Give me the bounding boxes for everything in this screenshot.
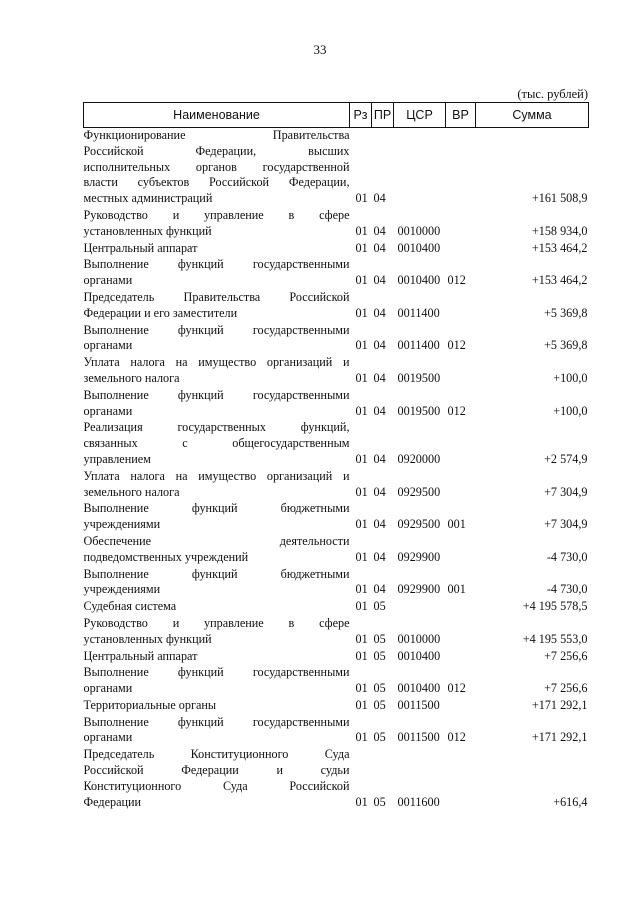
row-rz: 01 bbox=[355, 582, 368, 597]
row-csr: 0010400 bbox=[397, 273, 441, 288]
row-name bbox=[84, 715, 350, 748]
row-csr: 0010400 bbox=[397, 681, 441, 696]
table-row bbox=[84, 388, 589, 421]
row-pr: 04 bbox=[373, 305, 386, 320]
row-pr: 05 bbox=[373, 681, 386, 696]
row-name bbox=[84, 616, 350, 649]
row-pr: 05 bbox=[373, 697, 386, 712]
row-csr: 0011400 bbox=[397, 305, 440, 320]
row-csr: 0011400 bbox=[397, 338, 440, 353]
row-name-line: органами bbox=[83, 273, 133, 288]
row-pr: 04 bbox=[373, 223, 386, 238]
table-row bbox=[84, 616, 589, 649]
header-name: Наименование bbox=[84, 103, 350, 128]
row-pr: 05 bbox=[373, 648, 386, 663]
row-vr: 012 bbox=[447, 681, 466, 696]
row-sum: +5 369,8 bbox=[544, 338, 588, 353]
row-csr: 0929500 bbox=[397, 484, 441, 499]
row-pr: 05 bbox=[373, 631, 386, 646]
table-row bbox=[84, 649, 589, 666]
row-rz: 01 bbox=[355, 305, 368, 320]
table-row bbox=[84, 698, 589, 715]
row-pr: 04 bbox=[373, 451, 386, 466]
row-name-line: Федерации и его заместители bbox=[83, 305, 238, 320]
row-name bbox=[84, 355, 350, 388]
table-body bbox=[84, 128, 589, 812]
row-pr: 04 bbox=[373, 273, 386, 288]
row-vr bbox=[446, 208, 476, 241]
row-csr: 0011500 bbox=[397, 697, 440, 712]
row-csr: 0019500 bbox=[397, 370, 441, 385]
row-vr bbox=[446, 469, 476, 502]
row-sum: +2 574,9 bbox=[544, 451, 588, 466]
row-rz: 01 bbox=[355, 240, 368, 255]
row-name-line: Выполнение функций государственными bbox=[83, 665, 350, 680]
row-pr: 04 bbox=[373, 549, 386, 564]
row-sum: -4 730,0 bbox=[546, 549, 588, 564]
row-name-line: Судебная система bbox=[83, 599, 177, 614]
row-vr bbox=[446, 355, 476, 388]
row-name bbox=[84, 257, 350, 290]
row-pr: 04 bbox=[373, 582, 386, 597]
row-csr bbox=[394, 599, 446, 616]
row-vr bbox=[446, 649, 476, 666]
row-name bbox=[84, 420, 350, 468]
table-row bbox=[84, 534, 589, 567]
row-name-line: управлением bbox=[83, 451, 151, 466]
row-rz: 01 bbox=[355, 549, 368, 564]
row-csr: 0011500 bbox=[397, 730, 440, 745]
row-name-line: Функционирование Правительства bbox=[83, 128, 350, 142]
row-vr bbox=[446, 128, 476, 208]
row-name bbox=[84, 534, 350, 567]
row-name-line: Руководство и управление в сфере bbox=[83, 615, 350, 630]
table-row bbox=[84, 715, 589, 748]
row-sum: +100,0 bbox=[553, 370, 588, 385]
row-name-line: установленных функций bbox=[83, 631, 212, 646]
unit-note: (тыс. рублей) bbox=[517, 87, 588, 101]
row-rz: 01 bbox=[355, 403, 368, 418]
header-csr: ЦСР bbox=[394, 103, 446, 128]
row-name-line: Выполнение функций государственными bbox=[83, 714, 350, 729]
row-name-line: подведомственных учреждений bbox=[83, 549, 249, 564]
row-csr: 0010000 bbox=[397, 631, 441, 646]
table-row bbox=[84, 323, 589, 356]
row-name bbox=[84, 388, 350, 421]
row-vr bbox=[446, 290, 476, 323]
row-sum: +153 464,2 bbox=[531, 273, 588, 288]
table-row bbox=[84, 599, 589, 616]
row-name-line: Выполнение функций государственными bbox=[83, 257, 350, 272]
row-name bbox=[84, 698, 350, 715]
row-pr: 04 bbox=[373, 191, 386, 206]
table-row bbox=[84, 208, 589, 241]
row-name-line: органами bbox=[83, 338, 133, 353]
row-pr: 04 bbox=[373, 338, 386, 353]
row-csr: 0019500 bbox=[397, 403, 441, 418]
row-rz: 01 bbox=[355, 484, 368, 499]
table-row bbox=[84, 469, 589, 502]
row-name-line: органами bbox=[83, 730, 133, 745]
row-sum: +7 304,9 bbox=[544, 517, 588, 532]
row-csr: 0929900 bbox=[397, 582, 441, 597]
row-csr: 0010400 bbox=[397, 648, 441, 663]
row-name-line: Российской Федерации, высших bbox=[83, 143, 350, 158]
row-name-line: Уплата налога на имущество организаций и bbox=[83, 355, 350, 370]
row-name-line: Обеспечение деятельности bbox=[83, 533, 350, 548]
row-name-line: установленных функций bbox=[83, 223, 212, 238]
row-rz: 01 bbox=[355, 338, 368, 353]
table-row bbox=[84, 241, 589, 258]
row-csr: 0920000 bbox=[397, 451, 441, 466]
row-name-line: Руководство и управление в сфере bbox=[83, 207, 350, 222]
row-name-line: учреждениями bbox=[83, 582, 161, 597]
row-pr: 04 bbox=[373, 517, 386, 532]
row-name-line: связанных с общегосударственным bbox=[83, 436, 350, 451]
row-rz: 01 bbox=[355, 517, 368, 532]
row-vr: 012 bbox=[447, 273, 466, 288]
row-vr bbox=[446, 420, 476, 468]
row-sum: +616,4 bbox=[553, 794, 588, 809]
row-name bbox=[84, 128, 350, 208]
row-sum: +7 304,9 bbox=[544, 484, 588, 499]
row-name-line: Председатель Конституционного Суда bbox=[83, 747, 350, 762]
row-rz: 01 bbox=[355, 631, 368, 646]
row-vr bbox=[446, 241, 476, 258]
row-name bbox=[84, 567, 350, 600]
row-rz: 01 bbox=[355, 223, 368, 238]
table-row bbox=[84, 567, 589, 600]
row-name bbox=[84, 323, 350, 356]
table-row bbox=[84, 501, 589, 534]
table-row bbox=[84, 420, 589, 468]
table-row bbox=[84, 257, 589, 290]
row-rz: 01 bbox=[355, 794, 368, 809]
row-name bbox=[84, 501, 350, 534]
row-vr bbox=[446, 534, 476, 567]
row-pr: 04 bbox=[373, 484, 386, 499]
row-csr: 0929900 bbox=[397, 549, 441, 564]
row-sum: +171 292,1 bbox=[531, 730, 588, 745]
row-pr: 05 bbox=[373, 730, 386, 745]
row-csr bbox=[394, 128, 446, 208]
row-name-line: Выполнение функций государственными bbox=[83, 387, 350, 402]
header-pr: ПР bbox=[372, 103, 394, 128]
row-name bbox=[84, 599, 350, 616]
row-name-line: Председатель Правительства Российской bbox=[83, 289, 350, 304]
row-csr: 0010000 bbox=[397, 223, 441, 238]
row-csr: 0929500 bbox=[397, 517, 441, 532]
row-name-line: Реализация государственных функций, bbox=[83, 420, 350, 435]
row-rz: 01 bbox=[355, 730, 368, 745]
page-number: 33 bbox=[313, 42, 327, 57]
header-sum: Сумма bbox=[476, 103, 589, 128]
header-vr: ВР bbox=[446, 103, 476, 128]
row-name-line: органами bbox=[83, 403, 133, 418]
row-sum: +158 934,0 bbox=[531, 223, 588, 238]
row-name-line: исполнительных органов государственной bbox=[83, 159, 350, 174]
row-vr: 012 bbox=[447, 730, 466, 745]
row-vr bbox=[446, 747, 476, 811]
row-sum: -4 730,0 bbox=[546, 582, 588, 597]
row-pr: 05 bbox=[373, 794, 386, 809]
row-vr: 001 bbox=[447, 582, 466, 597]
row-name bbox=[84, 649, 350, 666]
table-row bbox=[84, 665, 589, 698]
row-pr: 04 bbox=[373, 240, 386, 255]
table-row bbox=[84, 128, 589, 208]
row-pr: 05 bbox=[373, 599, 386, 614]
row-rz: 01 bbox=[355, 191, 368, 206]
row-rz: 01 bbox=[355, 273, 368, 288]
row-name-line: Центральный аппарат bbox=[83, 240, 198, 255]
row-sum: +4 195 578,5 bbox=[522, 599, 588, 614]
row-name bbox=[84, 241, 350, 258]
row-name-line: местных администраций bbox=[83, 191, 213, 206]
row-name-line: Российской Федерации и судьи bbox=[83, 763, 350, 778]
row-vr bbox=[446, 599, 476, 616]
row-name bbox=[84, 665, 350, 698]
row-rz: 01 bbox=[355, 451, 368, 466]
row-sum: +7 256,6 bbox=[544, 681, 588, 696]
row-sum: +153 464,2 bbox=[531, 240, 588, 255]
row-rz: 01 bbox=[355, 697, 368, 712]
table-row bbox=[84, 355, 589, 388]
row-sum: +4 195 553,0 bbox=[522, 631, 588, 646]
budget-table bbox=[83, 102, 589, 811]
row-rz: 01 bbox=[355, 648, 368, 663]
row-name-line: Уплата налога на имущество организаций и bbox=[83, 468, 350, 483]
row-pr: 04 bbox=[373, 370, 386, 385]
row-vr: 012 bbox=[447, 338, 466, 353]
row-name-line: Выполнение функций государственными bbox=[83, 322, 350, 337]
row-name-line: власти субъектов Российской Федерации, bbox=[83, 175, 350, 190]
row-name-line: Конституционного Суда Российской bbox=[83, 778, 350, 793]
table-header-row bbox=[84, 103, 589, 128]
row-name-line: учреждениями bbox=[83, 517, 161, 532]
row-sum: +171 292,1 bbox=[531, 697, 588, 712]
row-sum: +7 256,6 bbox=[544, 648, 588, 663]
row-name-line: земельного налога bbox=[83, 484, 180, 499]
row-sum: +161 508,9 bbox=[531, 191, 588, 206]
table-row bbox=[84, 290, 589, 323]
row-vr: 012 bbox=[447, 403, 466, 418]
row-name-line: Территориальные органы bbox=[83, 697, 217, 712]
row-name-line: Центральный аппарат bbox=[83, 648, 198, 663]
row-vr: 001 bbox=[447, 517, 466, 532]
row-name bbox=[84, 747, 350, 811]
row-name-line: Федерации bbox=[83, 794, 142, 809]
row-name-line: земельного налога bbox=[83, 370, 180, 385]
table-row bbox=[84, 747, 589, 811]
row-name-line: Выполнение функций бюджетными bbox=[83, 501, 350, 516]
row-name bbox=[84, 290, 350, 323]
row-name-line: органами bbox=[83, 681, 133, 696]
row-pr: 04 bbox=[373, 403, 386, 418]
row-vr bbox=[446, 698, 476, 715]
row-sum: +100,0 bbox=[553, 403, 588, 418]
row-sum: +5 369,8 bbox=[544, 305, 588, 320]
row-name bbox=[84, 208, 350, 241]
row-name-line: Выполнение функций бюджетными bbox=[83, 566, 350, 581]
row-rz: 01 bbox=[355, 681, 368, 696]
row-name bbox=[84, 469, 350, 502]
row-csr: 0010400 bbox=[397, 240, 441, 255]
row-rz: 01 bbox=[355, 370, 368, 385]
row-rz: 01 bbox=[355, 599, 368, 614]
row-csr: 0011600 bbox=[397, 794, 440, 809]
header-rz: Рз bbox=[350, 103, 372, 128]
row-vr bbox=[446, 616, 476, 649]
